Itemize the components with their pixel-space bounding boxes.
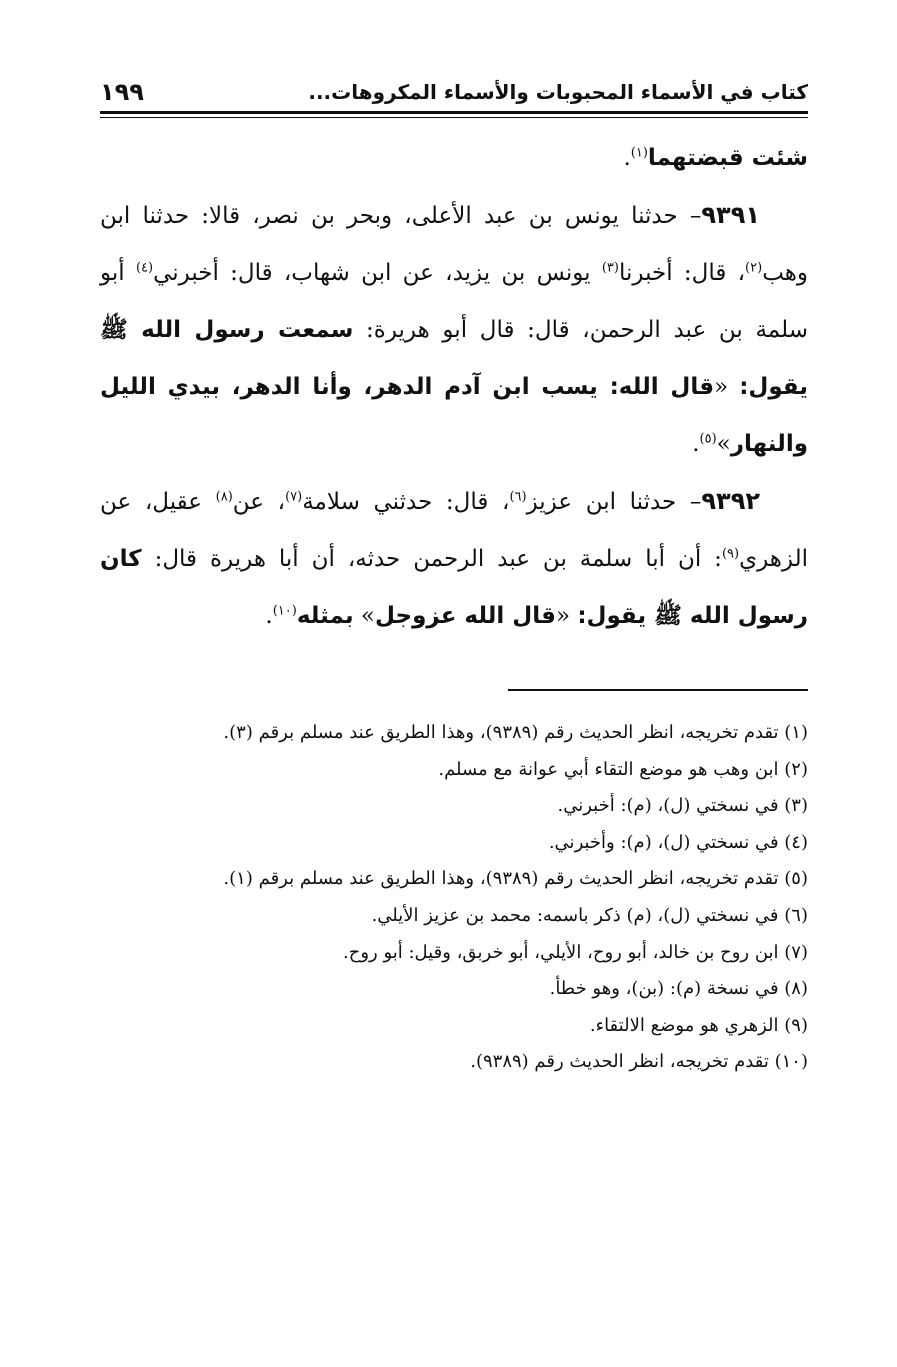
footnote-ref: (١٠) bbox=[272, 603, 297, 619]
footnote-ref: (٥) bbox=[699, 431, 717, 447]
footnotes bbox=[100, 715, 808, 1081]
footnote-1: (١) تقدم تخريجه، انظر الحديث رقم (٩٣٨٩)، وهذا الطريق عند مسلم برقم (٣). bbox=[223, 722, 808, 743]
footnote-2: (٢) ابن وهب هو موضع التقاء أبي عوانة مع مسلم. bbox=[438, 758, 808, 780]
footnote-6: (٦) في نسختي (ل)، (م) ذكر باسمه: محمد بن عزيز الأيلي. bbox=[371, 904, 808, 926]
footnote-ref: (٢) bbox=[745, 260, 763, 276]
running-header bbox=[100, 78, 808, 108]
footnote-8: (٨) في نسخة (م): (بن)، وهو خطأ. bbox=[549, 978, 808, 1000]
footnote-separator bbox=[508, 689, 808, 691]
hadith-9391: ٩٣٩١– حدثنا يونس بن عبد الأعلى، وبحر بن نصر، قالا: حدثنا ابن وهب$^{(٢)}$، قال: أخبرنا$^{(٣)}$ يونس بن يزيد، عن ابن شهاب، قال: أخبرني$^{(٤)}$ أبو سلمة بن عبد الرحمن، قال: قال أبو هريرة: سمعت رسول الله ﷺ يقول: «قال الله: يسب ابن آدم الدهر، وأنا الدهر، بيدي الليل والنهار»$^{(٥)}$. bbox=[100, 201, 809, 457]
footnote-3: (٣) في نسختي (ل)، (م): أخبرني. bbox=[557, 795, 808, 817]
hadith-number: ٩٣٩٢ bbox=[701, 487, 760, 515]
footnote-4: (٤) في نسختي (ل)، (م): وأخبرني. bbox=[548, 831, 808, 853]
footnote-5: (٥) تقدم تخريجه، انظر الحديث رقم (٩٣٨٩)، وهذا الطريق عند مسلم برقم (١). bbox=[223, 868, 808, 890]
book-title: كتاب في الأسماء المحبوبات والأسماء المكروهات... bbox=[308, 80, 808, 104]
header-rule-thin bbox=[100, 117, 808, 118]
page-number: ١٩٩ bbox=[100, 78, 144, 106]
paragraph-continuation: شئت قبضتهما$^{(١)}$. bbox=[623, 145, 808, 171]
footnote-ref: (٦) bbox=[509, 489, 527, 505]
footnote-ref: (١) bbox=[630, 145, 648, 161]
hadith-9392: ٩٣٩٢– حدثنا ابن عزيز$^{(٦)}$، قال: حدثني سلامة$^{(٧)}$، عن$^{(٨)}$ عقيل، عن الزهري$^{(٩)}$: أن أبا سلمة بن عبد الرحمن حدثه، أن أبا هريرة قال: كان رسول الله ﷺ يقول: «قال الله عزوجل» بمثله$^{(١٠)}$. bbox=[100, 487, 808, 629]
footnote-9: (٩) الزهري هو موضع الالتقاء. bbox=[589, 1014, 808, 1036]
hadith-number: ٩٣٩١ bbox=[701, 201, 760, 229]
footnote-ref: (٩) bbox=[721, 546, 740, 562]
footnote-10: (١٠) تقدم تخريجه، انظر الحديث رقم (٩٣٨٩). bbox=[470, 1051, 808, 1073]
footnote-ref: (٨) bbox=[215, 489, 233, 505]
footnote-ref: (٧) bbox=[285, 489, 303, 505]
footnote-ref: (٣) bbox=[601, 260, 619, 276]
header-rule-thick bbox=[100, 111, 808, 114]
footnote-7: (٧) ابن روح بن خالد، أبو روح، الأيلي، أبو خربق، وقيل: أبو روح. bbox=[343, 941, 808, 963]
main-text bbox=[100, 130, 808, 645]
footnote-ref: (٤) bbox=[135, 260, 154, 276]
